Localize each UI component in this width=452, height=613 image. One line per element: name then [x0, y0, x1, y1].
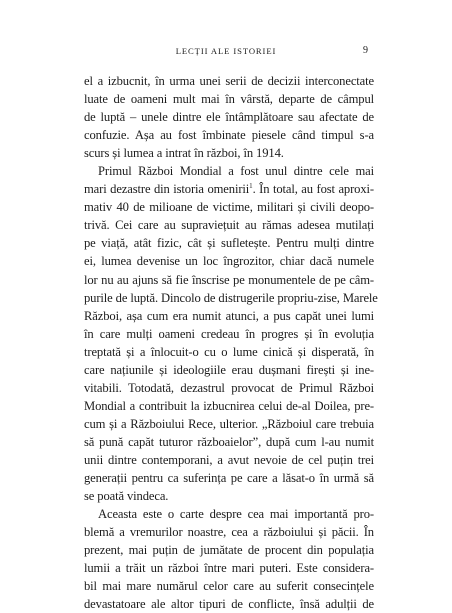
text-line: trivă. Cei care au supraviețuit au rămas adesea mutilați: [84, 218, 374, 233]
text-line: Aceasta este o carte despre cea mai importantă pro-: [98, 507, 374, 522]
text-line: prezent, mai puțin de jumătate de procent din populația: [84, 543, 374, 558]
text-line: purile de luptă. Dincolo de distrugerile propriu-zise, Marele: [84, 290, 378, 305]
text-line: pe viață, atât fizic, cât și sufletește. Pentru mulți dintre: [84, 236, 374, 251]
body-text: [84, 72, 378, 613]
text-line-with-footnote: [84, 180, 374, 198]
text-line: generații pentru ca suferința pe care a lăsat-o în urmă să: [84, 471, 374, 486]
text-line: vitabili. Totodată, dezastrul provocat de Primul Război: [84, 380, 374, 395]
text-line: Mondial a contribuit la izbucnirea celui de-al Doilea, pre-: [84, 398, 374, 413]
text-line: devastatoare ale altor tipuri de conflicte, însă adulții de: [84, 597, 374, 612]
text-line: scurs și lumea a intrat în război, în 1914.: [84, 146, 284, 161]
text-line: cum și a Războiului Rece, ulterior. „Războiul care trebuia: [84, 416, 374, 431]
text-line: Război, așa cum era numit atunci, a pus capăt unei lumi: [84, 308, 374, 323]
text-line: care națiunile și ideologiile erau dușmani firești și ine-: [84, 362, 374, 377]
text-line: el a izbucnit, în urma unei serii de decizii interconectate: [84, 74, 374, 88]
text-line: blemă a vremurilor noastre, cea a războiului și păcii. În: [84, 525, 374, 540]
text-line: să pună capăt tuturor războaielor”, după cum l-au numit: [84, 434, 374, 449]
text-line: în care mulți oameni credeau în progres și în evoluția: [84, 326, 374, 341]
text-line: se poată vindeca.: [84, 489, 169, 504]
text-fragment: . În total, au fost aproxi-: [252, 182, 374, 197]
text-line: Primul Război Mondial a fost unul dintre cele mai: [98, 164, 374, 179]
text-line: ei, lumea devenise un loc îngrozitor, chiar dacă numele: [84, 254, 374, 269]
text-line: mativ 40 de milioane de victime, militari și civili deopo-: [84, 200, 374, 215]
text-fragment: mari dezastre din istoria omenirii: [84, 182, 250, 197]
text-line: confuzie. Așa au fost îmbinate piesele când timpul s-a: [84, 128, 374, 143]
running-header: [0, 44, 452, 58]
text-line: bil mai mare numărul celor care au suferit consecințele: [84, 579, 374, 594]
text-line: treptată și a înlocuit-o cu o lume cinică și disperată, în: [84, 344, 374, 359]
text-line: lor nu au ajuns să fie înscrise pe monumentele de pe câm-: [84, 272, 374, 287]
footnote-marker[interactable]: 1: [249, 182, 253, 191]
text-line: unii dintre contemporani, a avut nevoie de cel puțin trei: [84, 452, 374, 467]
text-line: lumii a trăit un război între mari puteri. Este considera-: [84, 561, 374, 576]
page-number: 9: [363, 45, 368, 56]
running-title: LECȚII ALE ISTORIEI: [175, 46, 277, 56]
text-line: luate de oameni mult mai în vârstă, departe de câmpul: [84, 92, 374, 107]
text-line: de luptă – unele dintre ele întâmplătoare sau afectate de: [84, 110, 374, 125]
